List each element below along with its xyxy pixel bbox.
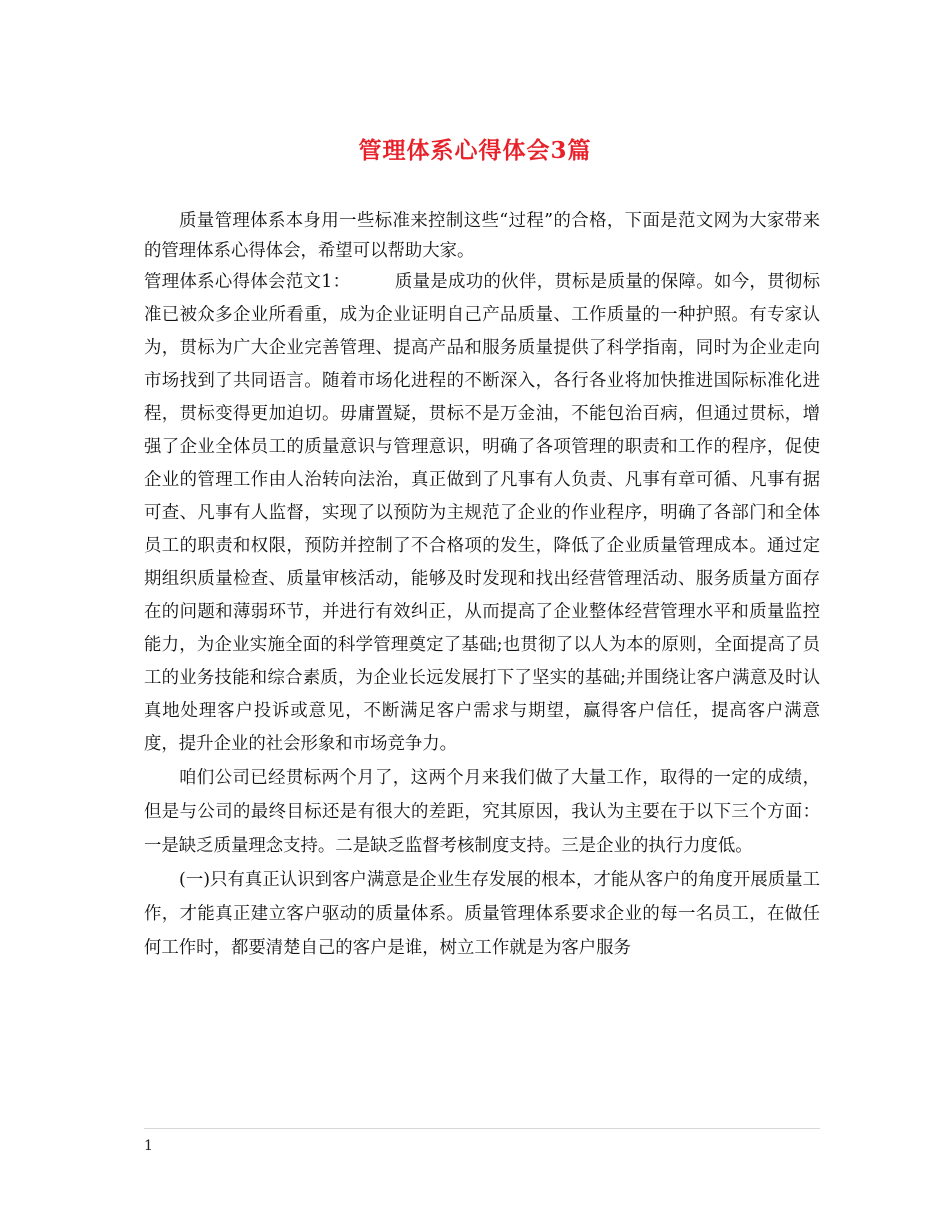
paragraph-point-one: (一)只有真正认识到客户满意是企业生存发展的根本，才能从客户的角度开展质量工作，才能真正建立客户驱动的质量体系。质量管理体系要求企业的每一名员工，在做任何工作时，都要清楚自己的客户是谁，树立工作就是为客户服务	[144, 870, 820, 958]
document-body	[144, 206, 820, 965]
paragraph-company-status: 咱们公司已经贯标两个月了，这两个月来我们做了大量工作，取得的一定的成绩，但是与公司的最终目标还是有很大的差距，究其原因，我认为主要在于以下三个方面：一是缺乏质量理念支持。二是缺乏监督考核制度支持。三是企业的执行力度低。	[144, 768, 820, 856]
page-number: 1	[144, 1138, 153, 1154]
paragraph-intro: 质量管理体系本身用一些标准来控制这些“过程”的合格，下面是范文网为大家带来的管理体系心得体会，希望可以帮助大家。	[144, 211, 820, 261]
footer-divider	[144, 1128, 820, 1129]
document-title: 管理体系心得体会3篇	[358, 137, 592, 164]
paragraph-essay-1: 管理体系心得体会范文1： 质量是成功的伙伴，贯标是质量的保障。如今，贯彻标准已被众多企业所看重，成为企业证明自己产品质量、工作质量的一种护照。有专家认为，贯标为广大企业完善管理、提高产品和服务质量提供了科学指南，同时为企业走向市场找到了共同语言。随着市场化进程的不断深入，各行各业将加快推进国际标准化进程，贯标变得更加迫切。毋庸置疑，贯标不是万金油，不能包治百病，但通过贯标，增强了企业全体员工的质量意识与管理意识，明确了各项管理的职责和工作的程序，促使企业的管理工作由人治转向法治，真正做到了凡事有人负责、凡事有章可循、凡事有据可查、凡事有人监督，实现了以预防为主规范了企业的作业程序，明确了各部门和全体员工的职责和权限，预防并控制了不合格项的发生，降低了企业质量管理成本。通过定期组织质量检查、质量审核活动，能够及时发现和找出经营管理活动、服务质量方面存在的问题和薄弱环节，并进行有效纠正，从而提高了企业整体经营管理水平和质量监控能力，为企业实施全面的科学管理奠定了基础;也贯彻了以人为本的原则，全面提高了员工的业务技能和综合素质，为企业长远发展打下了坚实的基础;并围绕让客户满意及时认真地处理客户投诉或意见，不断满足客户需求与期望，赢得客户信任，提高客户满意度，提升企业的社会形象和市场竞争力。	[144, 272, 820, 754]
